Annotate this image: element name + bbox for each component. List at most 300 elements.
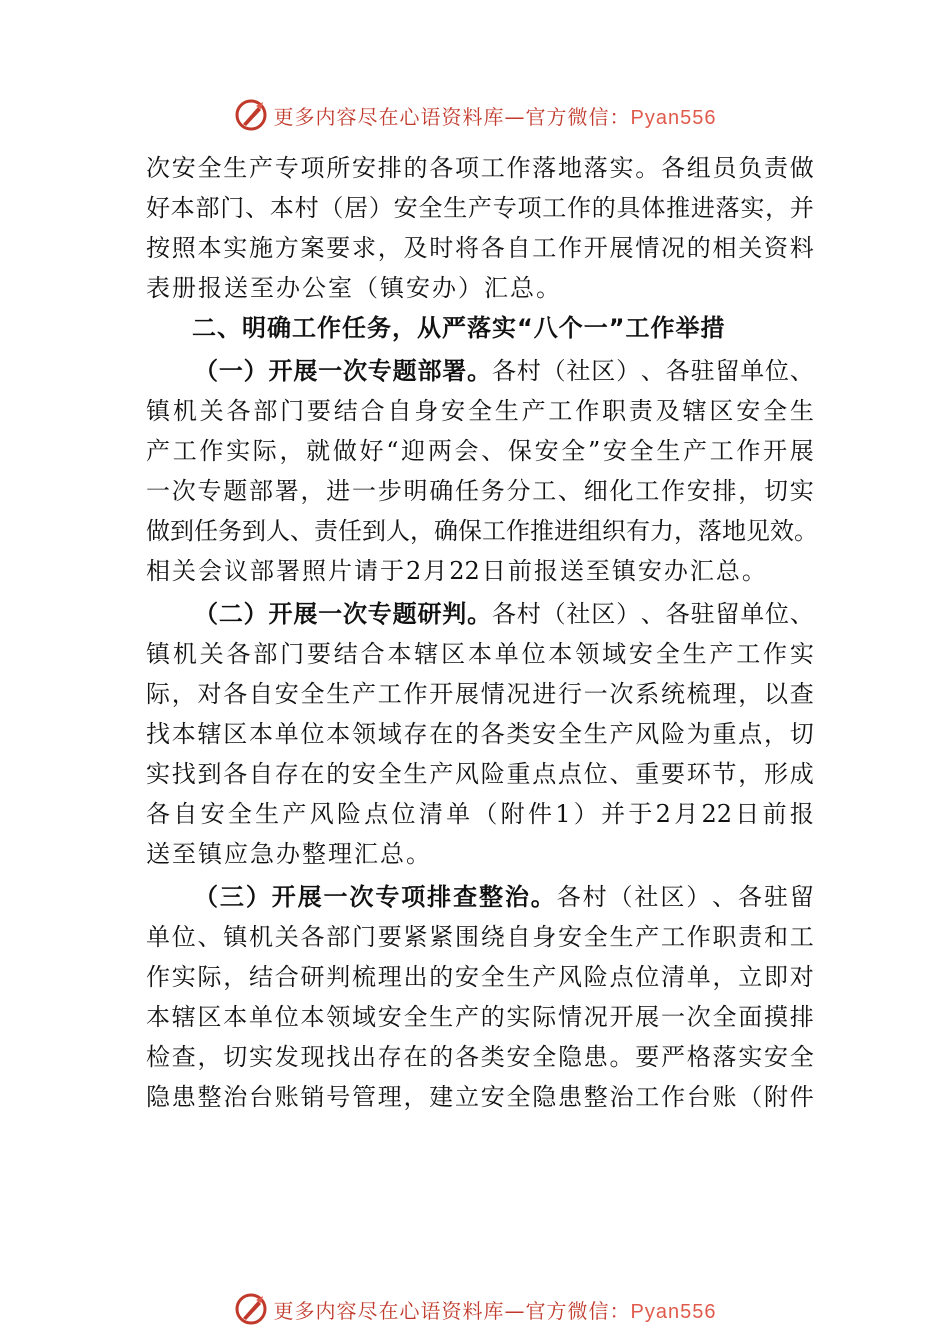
bold-char: 展 <box>293 357 318 385</box>
char: 、 <box>789 357 814 385</box>
char: 清 <box>661 963 685 991</box>
char: 本 <box>223 1003 248 1031</box>
char: 结 <box>333 397 358 425</box>
char: 公 <box>302 274 326 302</box>
char: 安 <box>532 720 557 748</box>
char: 情 <box>480 680 505 708</box>
char: 展 <box>635 1003 660 1031</box>
bold-char: 一 <box>318 600 343 628</box>
banner-text <box>274 101 717 130</box>
char: 送 <box>146 840 170 868</box>
char: 落 <box>698 517 722 545</box>
bold-char: 题 <box>392 600 417 628</box>
char: 安 <box>441 397 466 425</box>
char: 相 <box>146 557 170 585</box>
char: 整 <box>302 840 326 868</box>
char: 次 <box>609 680 634 708</box>
bold-char: 次 <box>342 600 367 628</box>
char: 作 <box>686 923 711 951</box>
char: 自 <box>387 397 412 425</box>
char: ， <box>410 517 434 545</box>
char: 于 <box>380 557 404 585</box>
char: 推 <box>666 194 691 222</box>
char: 存 <box>403 720 428 748</box>
char: 安 <box>393 194 418 222</box>
char: 形 <box>764 760 788 788</box>
char: 全 <box>655 640 680 668</box>
char: 存 <box>377 1043 402 1071</box>
char: 全 <box>712 1003 737 1031</box>
char: 各 <box>223 680 248 708</box>
char: 际 <box>252 437 277 465</box>
char: 要 <box>306 640 331 668</box>
char: 日 <box>735 800 760 828</box>
bold-char: 二 <box>218 600 243 628</box>
char: 日 <box>481 557 506 585</box>
wechat-id: Pyan556 <box>630 1300 717 1323</box>
char: 各 <box>661 154 685 182</box>
char: 安 <box>274 680 299 708</box>
char: 严 <box>661 1043 685 1071</box>
char: （ <box>738 1083 763 1111</box>
char: 办 <box>276 840 300 868</box>
text-line <box>146 511 818 551</box>
char: 领 <box>575 640 600 668</box>
char: 工 <box>482 517 506 545</box>
text-line <box>146 1037 814 1077</box>
char: 风 <box>558 963 582 991</box>
char: 全 <box>418 194 443 222</box>
char: 好 <box>359 437 384 465</box>
char: 区 <box>591 600 616 628</box>
text-line <box>146 551 814 591</box>
char: 各 <box>300 923 325 951</box>
char: 到 <box>362 517 386 545</box>
char: 点 <box>364 800 389 828</box>
char: 1 <box>555 800 571 828</box>
char: 职 <box>712 923 737 951</box>
char: 重 <box>712 720 737 748</box>
banner-label: 更多内容尽在心语资料库—官方微信： <box>273 104 631 129</box>
text-line <box>146 471 814 511</box>
bold-char: 次 <box>349 883 374 911</box>
bold-char: 部 <box>417 357 442 385</box>
char: 找 <box>171 760 196 788</box>
char: 管 <box>352 1083 376 1111</box>
char: 安 <box>406 274 430 302</box>
char: 账 <box>274 1083 299 1111</box>
char: 门 <box>352 923 376 951</box>
char: 生 <box>583 720 608 748</box>
char: 驻 <box>690 357 715 385</box>
char: 实 <box>146 760 170 788</box>
char: 镇 <box>611 557 636 585</box>
char: 险 <box>480 760 505 788</box>
char: 总 <box>380 840 404 868</box>
char: ， <box>738 680 763 708</box>
char: 合 <box>274 963 299 991</box>
text-line <box>146 834 814 874</box>
char: 责 <box>738 923 763 951</box>
char: （ <box>541 600 566 628</box>
bold-char: 展 <box>297 883 322 911</box>
char: 、 <box>245 194 270 222</box>
char: 要 <box>635 1043 660 1071</box>
char: 进 <box>690 194 715 222</box>
char: （ <box>319 194 344 222</box>
char: 工 <box>635 1083 660 1111</box>
char: 送 <box>224 274 248 302</box>
char: 实 <box>789 477 814 505</box>
char: 、 <box>290 517 314 545</box>
char: 前 <box>762 800 787 828</box>
char: 工 <box>172 437 197 465</box>
char: 署 <box>276 557 300 585</box>
char: 单 <box>740 357 765 385</box>
char: 安 <box>506 1043 531 1071</box>
char: 到 <box>170 517 194 545</box>
char: 、 <box>197 923 222 951</box>
char: 部 <box>250 557 274 585</box>
bold-char: ） <box>245 883 270 911</box>
char: 居 <box>344 194 369 222</box>
char: 机 <box>249 923 273 951</box>
char: 际 <box>197 963 222 991</box>
char: 区 <box>660 883 685 911</box>
char: 在 <box>403 1043 428 1071</box>
char: 生 <box>403 760 428 788</box>
char: 工 <box>635 477 660 505</box>
bold-char: ） <box>243 600 268 628</box>
char: 实 <box>740 194 765 222</box>
char: 工 <box>548 397 573 425</box>
char: 案 <box>300 234 325 262</box>
char: 社 <box>634 883 659 911</box>
char: 务 <box>218 517 242 545</box>
char: 。 <box>741 557 766 585</box>
char: 请 <box>354 557 378 585</box>
char: 及 <box>655 397 680 425</box>
char: 。 <box>794 517 818 545</box>
quill-seal-logo-icon <box>234 1292 268 1326</box>
char: 生 <box>326 680 351 708</box>
char: 围 <box>455 923 479 951</box>
char: 各 <box>491 600 516 628</box>
char: 生 <box>609 923 634 951</box>
char: 安 <box>764 1043 788 1071</box>
char: 自 <box>249 760 273 788</box>
text-line <box>146 351 814 391</box>
char: 作 <box>661 1083 685 1111</box>
bold-char: 专 <box>367 357 392 385</box>
char: 在 <box>429 720 454 748</box>
char: 本 <box>171 720 196 748</box>
char: “ <box>386 437 399 465</box>
char: 专 <box>492 194 517 222</box>
char: ， <box>764 720 788 748</box>
char: 任 <box>455 477 479 505</box>
char: 实 <box>609 154 634 182</box>
char: 的 <box>326 760 351 788</box>
char: 机 <box>172 640 197 668</box>
char: 患 <box>583 1043 608 1071</box>
char: 际 <box>146 680 170 708</box>
char: 附 <box>764 1083 788 1111</box>
char: 安 <box>628 640 653 668</box>
char: 2 <box>655 800 671 828</box>
char: 责 <box>628 397 653 425</box>
char: 点 <box>609 963 634 991</box>
char: 责 <box>764 154 788 182</box>
char: 位 <box>765 357 790 385</box>
char: 单 <box>494 640 519 668</box>
char: 好 <box>146 194 170 222</box>
char: 生 <box>255 800 280 828</box>
char: 力 <box>650 517 674 545</box>
char: 环 <box>686 760 711 788</box>
char: 位 <box>274 1003 299 1031</box>
char: 组 <box>578 517 602 545</box>
char: 产 <box>352 680 376 708</box>
bold-char: 查 <box>453 883 478 911</box>
char: 安 <box>352 760 376 788</box>
char: 步 <box>377 477 402 505</box>
char: 、 <box>609 760 634 788</box>
char: 整 <box>197 1083 222 1111</box>
char: 生 <box>682 640 707 668</box>
char: 月 <box>674 800 699 828</box>
char: 织 <box>602 517 626 545</box>
char: 落 <box>532 154 557 182</box>
char: 实 <box>789 640 814 668</box>
char: 务 <box>480 477 505 505</box>
char: 险 <box>336 800 361 828</box>
char: 次 <box>686 1003 711 1031</box>
char: 门 <box>280 640 305 668</box>
char: 一 <box>661 1003 685 1031</box>
bold-char: 判 <box>442 600 467 628</box>
char: 地 <box>558 154 582 182</box>
char: 生 <box>789 397 814 425</box>
char: 工 <box>532 477 557 505</box>
char: 议 <box>224 557 248 585</box>
char: 镇 <box>380 274 404 302</box>
char: 台 <box>249 1083 273 1111</box>
char: 实 <box>226 437 251 465</box>
char: 统 <box>661 680 685 708</box>
char: 件 <box>527 800 552 828</box>
char: 号 <box>326 1083 351 1111</box>
char: 现 <box>300 1043 325 1071</box>
char: 生 <box>494 397 519 425</box>
char: 作 <box>661 477 685 505</box>
char: 进 <box>532 680 557 708</box>
char: 合 <box>360 640 385 668</box>
char: 册 <box>172 274 196 302</box>
char: 组 <box>686 154 711 182</box>
char: 任 <box>338 517 362 545</box>
char: 要 <box>326 234 351 262</box>
char: 点 <box>532 760 557 788</box>
char: 所 <box>326 154 351 182</box>
char: 镇 <box>146 397 170 425</box>
char: 发 <box>274 1043 299 1071</box>
char: 理 <box>377 963 402 991</box>
char: 、 <box>712 883 737 911</box>
char: ， <box>712 963 737 991</box>
text-line <box>146 188 814 228</box>
char: 关 <box>199 397 224 425</box>
char: 领 <box>352 720 376 748</box>
char: 做 <box>146 517 170 545</box>
char: 员 <box>712 154 737 182</box>
char: 安 <box>534 437 559 465</box>
char: （ <box>473 800 498 828</box>
text-line <box>146 268 814 308</box>
char: 本 <box>249 720 273 748</box>
char: 汇 <box>354 840 378 868</box>
char: 将 <box>455 234 479 262</box>
char: 展 <box>609 234 634 262</box>
char: 排 <box>712 477 737 505</box>
char: 项 <box>455 154 479 182</box>
char: 账 <box>712 1083 737 1111</box>
bold-char: 次 <box>342 357 367 385</box>
char: 研 <box>300 963 325 991</box>
char: ， <box>279 437 304 465</box>
header-banner <box>0 95 950 135</box>
char: 实 <box>171 963 196 991</box>
char: 重 <box>506 760 531 788</box>
char: 工 <box>789 923 814 951</box>
char: 有 <box>626 517 650 545</box>
char: ， <box>403 1083 428 1111</box>
char: ） <box>573 800 598 828</box>
char: 展 <box>455 680 479 708</box>
char: 作 <box>763 640 788 668</box>
char: 全 <box>300 680 325 708</box>
char: 开 <box>429 680 454 708</box>
char: 找 <box>146 720 170 748</box>
char: 全 <box>583 923 608 951</box>
wechat-id: Pyan556 <box>630 106 717 129</box>
char: 作 <box>403 680 428 708</box>
char: 单 <box>249 1003 273 1031</box>
char: 一 <box>146 477 170 505</box>
char: 实 <box>738 1043 763 1071</box>
char: 及 <box>403 234 428 262</box>
char: 点 <box>558 760 582 788</box>
section-heading <box>146 308 814 348</box>
char: 理 <box>712 680 737 708</box>
char: 本 <box>467 640 492 668</box>
char: 施 <box>249 234 273 262</box>
char: 会 <box>198 557 222 585</box>
char: 做 <box>332 437 357 465</box>
char: 办 <box>432 274 456 302</box>
char: 安 <box>637 557 662 585</box>
char: 安 <box>686 477 711 505</box>
char: 自 <box>249 680 273 708</box>
char: 本 <box>326 720 351 748</box>
char: 产 <box>467 194 492 222</box>
char: 产 <box>146 437 170 465</box>
bold-char: 一 <box>218 357 243 385</box>
char: 的 <box>403 154 428 182</box>
char: 位 <box>635 963 660 991</box>
char: 的 <box>591 194 616 222</box>
char: ） <box>458 274 482 302</box>
char: 紧 <box>403 923 428 951</box>
char: 推 <box>530 517 554 545</box>
char: 合 <box>360 397 385 425</box>
char: 清 <box>418 800 443 828</box>
char: 方 <box>274 234 299 262</box>
char: 于 <box>628 800 653 828</box>
bold-char: 专 <box>375 883 400 911</box>
char: 位 <box>391 800 416 828</box>
bold-char: 署 <box>442 357 467 385</box>
char: ， <box>738 760 763 788</box>
char: 本 <box>197 234 222 262</box>
char: 全 <box>227 800 252 828</box>
text-line <box>146 997 814 1037</box>
char: 全 <box>506 1083 531 1111</box>
char: 单 <box>274 720 299 748</box>
char: 理 <box>377 1083 402 1111</box>
char: 。 <box>406 840 430 868</box>
char: 的 <box>686 234 711 262</box>
char: 人 <box>386 517 410 545</box>
char: 的 <box>455 720 479 748</box>
char: 全 <box>467 397 492 425</box>
char: 各 <box>480 720 505 748</box>
char: 照 <box>302 557 326 585</box>
char: 隐 <box>532 1083 557 1111</box>
char: 产 <box>521 397 546 425</box>
char: 域 <box>602 640 627 668</box>
char: 22 <box>701 800 733 828</box>
char: 的 <box>429 963 454 991</box>
char: 部 <box>253 397 278 425</box>
char: 全 <box>480 963 505 991</box>
char: 格 <box>686 1043 711 1071</box>
char: 结 <box>333 640 358 668</box>
char: 单 <box>446 800 471 828</box>
char: 作 <box>506 517 530 545</box>
char: 紧 <box>429 923 454 951</box>
char: 排 <box>377 154 402 182</box>
text-line <box>146 431 814 471</box>
char: 两 <box>427 437 452 465</box>
char: 附 <box>500 800 525 828</box>
char: ） <box>616 357 641 385</box>
char: ， <box>171 680 196 708</box>
char: 位 <box>521 640 546 668</box>
char: 前 <box>507 557 532 585</box>
char: 就 <box>306 437 331 465</box>
bold-char: 开 <box>268 357 293 385</box>
char: 工 <box>532 234 557 262</box>
char: 各 <box>226 397 251 425</box>
bold-char: 项 <box>401 883 426 911</box>
char: 面 <box>738 1003 763 1031</box>
char: 重 <box>635 760 660 788</box>
char: 位 <box>171 923 196 951</box>
char: 位 <box>583 760 608 788</box>
bold-char: 展 <box>293 600 318 628</box>
char: 村 <box>294 194 319 222</box>
